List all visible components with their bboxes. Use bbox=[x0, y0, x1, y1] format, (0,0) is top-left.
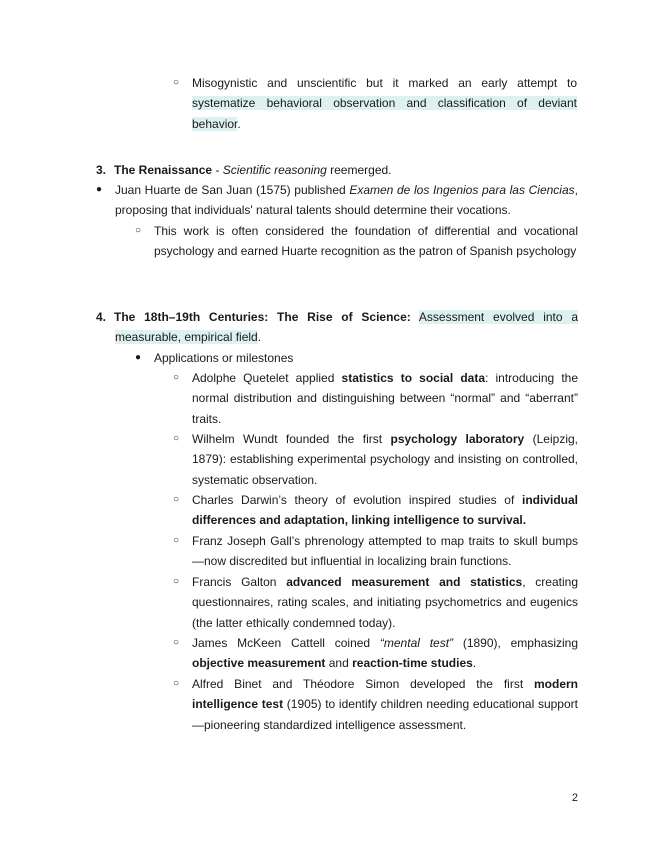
sub-bullet-icon: ○ bbox=[173, 535, 180, 546]
list-item-quetelet: Adolphe Quetelet applied statistics to social data: introducing the normal distribution and distinguishing between “normal” and “aberrant” traits. bbox=[192, 371, 579, 426]
list-item-darwin: Charles Darwin’s theory of evolution inspired studies of individual differences and adaptation, linking intelligence to survival. bbox=[192, 493, 578, 528]
filled-bullet-icon: ● bbox=[135, 352, 142, 363]
sub-bullet-icon: ○ bbox=[173, 433, 180, 444]
section-heading-renaissance: 3. The Renaissance - Scientific reasoning reemerged. bbox=[96, 163, 392, 177]
sub-bullet-icon: ○ bbox=[173, 494, 180, 505]
list-item-galton: Francis Galton advanced measurement and statistics, creating questionnaires, rating scales, and initiating psychometrics and eugenics (the latter ethically condemned today). bbox=[192, 575, 578, 630]
filled-bullet-icon: ● bbox=[96, 184, 103, 195]
list-item-gall: Franz Joseph Gall’s phrenology attempted to map traits to skull bumps—now discredited but influential in localizing brain functions. bbox=[192, 534, 578, 569]
list-item-huarte: Juan Huarte de San Juan (1575) published Examen de los Ingenios para las Ciencias, proposing that individuals' natural talents should determine their vocations. bbox=[115, 183, 578, 218]
sub-bullet-icon: ○ bbox=[173, 576, 180, 587]
list-item-cattell: James McKeen Cattell coined “mental test” (1890), emphasizing objective measurement and reaction-time studies. bbox=[192, 636, 578, 671]
section-heading-rise-of-science: 4. The 18th–19th Centuries: The Rise of Science: Assessment evolved into a bbox=[96, 310, 578, 324]
list-item-applications: Applications or milestones bbox=[154, 351, 294, 365]
sub-bullet-icon: ○ bbox=[173, 77, 180, 88]
page-number: 2 bbox=[571, 792, 578, 804]
list-item-wundt: Wilhelm Wundt founded the first psychology laboratory (Leipzig, 1879): establishing experimental psychology and insisting on controlled, systematic observation. bbox=[192, 432, 578, 487]
sub-bullet-icon: ○ bbox=[173, 678, 180, 689]
sub-bullet-icon: ○ bbox=[173, 637, 180, 648]
list-item-binet: Alfred Binet and Théodore Simon developed the first modern intelligence test (1905) to identify children needing educational support—pioneering standardized intelligence assessment. bbox=[192, 677, 578, 732]
sub-bullet-icon: ○ bbox=[173, 372, 180, 383]
sub-bullet-icon: ○ bbox=[135, 225, 142, 236]
list-item-misogynistic: Misogynistic and unscientific but it marked an early attempt to systematize behavioral observation and classification of deviant behavior. bbox=[192, 76, 577, 131]
section-heading-continuation: measurable, empirical field. bbox=[115, 330, 262, 344]
list-item-huarte-foundation: This work is often considered the foundation of differential and vocational psychology and earned Huarte recognition as the patron of Spanish psychology bbox=[154, 224, 578, 259]
